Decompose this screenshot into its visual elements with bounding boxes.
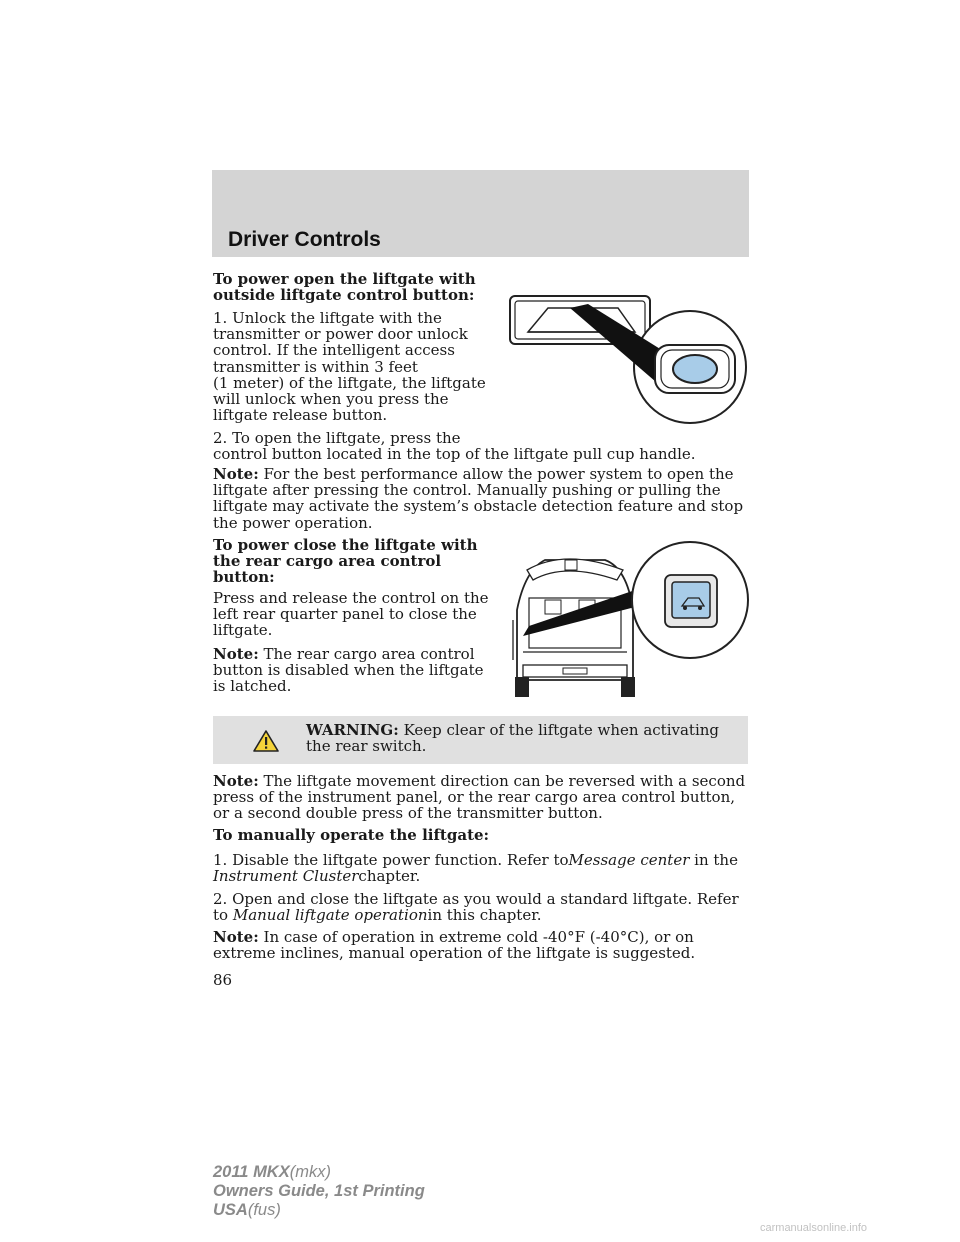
note3: Note: In case of operation in extreme cold -40°F (-40°C), or on extreme inclines, manual operation of the liftgate is suggested.	[213, 928, 696, 963]
section1-heading: To power open the liftgate with outside liftgate control button:	[213, 270, 476, 305]
chapter-title: Driver Controls	[228, 228, 381, 251]
print-footer: 2011 MKX(mkx) Owners Guide, 1st Printing USA(fus)	[213, 1163, 425, 1219]
chapter-header	[212, 170, 749, 257]
manual-liftgate-reference: Manual liftgate operation	[232, 906, 428, 925]
section1-step1: 1. Unlock the liftgate with the transmitter or power door unlock control. If the intelligent access transmitter is within 3 feet (1 meter) of the liftgate, the liftgate will unlock when you press the liftgate release button.	[213, 309, 486, 425]
note2: Note: The liftgate movement direction can be reversed with a second press of the instrument panel, or the rear cargo area control button, or a second double press of the transmitter button.	[213, 772, 746, 823]
section2-note: Note: The rear cargo area control button is disabled when the liftgate is latched.	[213, 645, 484, 696]
page-number: 86	[213, 971, 233, 989]
note1: Note: For the best performance allow the power system to open the liftgate after pressing the control. Manually pushing or pulling the liftgate may activate the system’s obstacle detection feature and stop the power operation.	[213, 465, 744, 532]
section3-heading: To manually operate the liftgate:	[213, 826, 490, 844]
warning-triangle-icon	[253, 730, 279, 752]
instrument-cluster-reference: Instrument Cluster	[213, 867, 359, 886]
section2-heading: To power close the liftgate with the rear cargo area control button:	[213, 536, 478, 587]
rear-cargo-button-figure	[505, 540, 750, 700]
watermark: carmanualsonline.info	[760, 1222, 868, 1234]
section2-body: Press and release the control on the left rear quarter panel to close the liftgate.	[213, 589, 489, 640]
section3-step1: 1. Disable the liftgate power function. Refer toMessage center in the Instrument Clusterchapter.	[213, 851, 738, 886]
section1-step2: 2. To open the liftgate, press the control button located in the top of the liftgate pull cup handle.	[213, 429, 696, 464]
warning-text: WARNING: Keep clear of the liftgate when activating the rear switch.	[306, 721, 720, 756]
message-center-reference: Message center	[568, 851, 690, 869]
liftgate-handle-figure	[500, 290, 750, 430]
warning-box	[213, 716, 748, 764]
section3-step2: 2. Open and close the liftgate as you would a standard liftgate. Refer to Manual liftgate operationin this chapter.	[213, 890, 739, 925]
